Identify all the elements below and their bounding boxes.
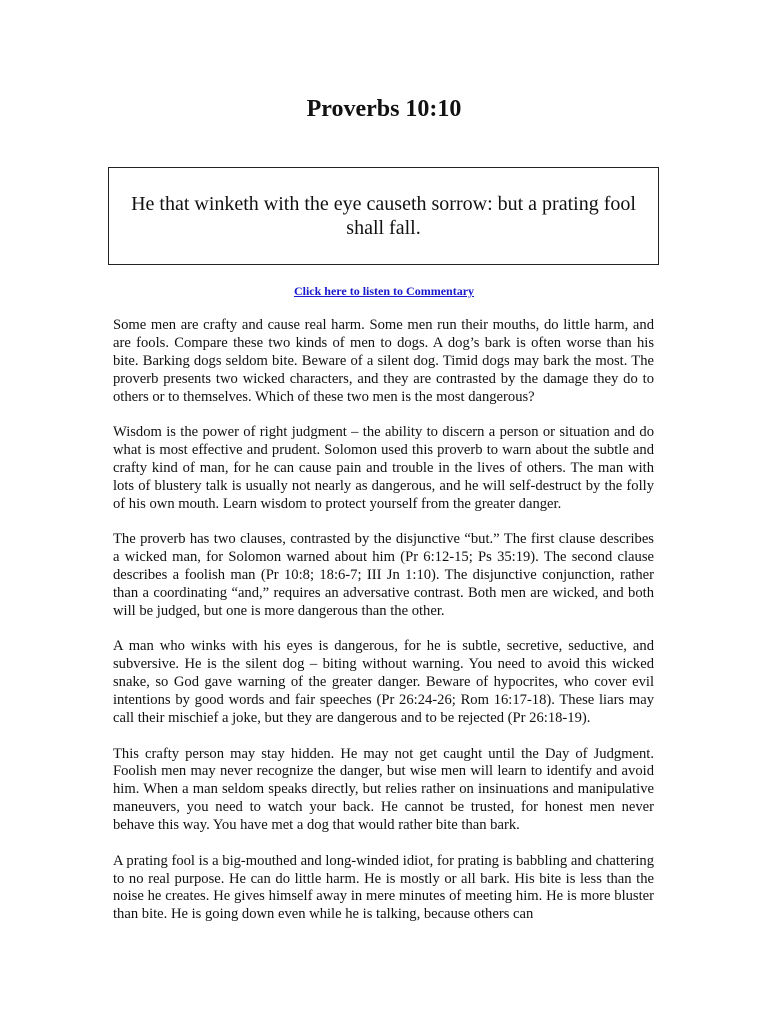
commentary-body: [113, 317, 654, 942]
paragraph-1: Some men are crafty and cause real harm. Some men run their mouths, do little harm, and are fools. Compare these two kinds of men to dogs. A dog’s bark is often worse than his bite. Barking dogs seldom bite. Beware of a silent dog. Timid dogs may bark the most. The proverb presents two wicked characters, and they are contrasted by the damage they do to others or to themselves. Which of these two men is the most dangerous?: [113, 317, 654, 405]
paragraph-3: The proverb has two clauses, contrasted by the disjunctive “but.” The first clause describes a wicked man, for Solomon warned about him (Pr 6:12-15; Ps 35:19). The second clause describes a foolish man (Pr 10:8; 18:6-7; III Jn 1:10). The disjunctive conjunction, rather than a coordinating “and,” requires an adversative contrast. Both men are wicked, and both will be judged, but one is more dangerous than the other.: [113, 531, 654, 619]
verse-text: He that winketh with the eye causeth sorrow: but a prating fool shall fall.: [131, 193, 636, 239]
verse-box: [108, 167, 659, 265]
paragraph-6: A prating fool is a big-mouthed and long-winded idiot, for prating is babbling and chattering to no real purpose. He can do little harm. He is mostly or all bark. His bite is less than the noise he creates. He gives himself away in mere minutes of meeting him. He is more bluster than bite. He is going down even while he is talking, because others can: [113, 852, 654, 923]
paragraph-2: Wisdom is the power of right judgment – the ability to discern a person or situation and do what is most effective and prudent. Solomon used this proverb to warn about the subtle and crafty kind of man, for he can cause pain and trouble in the lives of others. The man with lots of blustery talk is usually not nearly as dangerous, and he will self-destruct by the folly of his own mouth. Learn wisdom to protect yourself from the greater danger.: [113, 424, 654, 512]
page-title: Proverbs 10:10: [306, 96, 462, 122]
listen-commentary-link[interactable]: Click here to listen to Commentary: [293, 284, 475, 298]
paragraph-5: This crafty person may stay hidden. He may not get caught until the Day of Judgment. Foolish men may never recognize the danger, but wise men will learn to identify and avoid him. When a man seldom speaks directly, but relies rather on insinuations and manipulative maneuvers, you need to watch your back. He cannot be trusted, for honest men never behave this way. You have met a dog that would rather bite than bark.: [113, 745, 654, 834]
paragraph-4: A man who winks with his eyes is dangerous, for he is subtle, secretive, seductive, and subversive. He is the silent dog – biting without warning. You need to avoid this wicked snake, so God gave warning of the greater danger. Beware of hypocrites, who cover evil intentions by good words and fair speeches (Pr 26:24-26; Rom 16:17-18). These liars may call their mischief a joke, but they are dangerous and to be rejected (Pr 26:18-19).: [113, 638, 654, 726]
commentary-link-container: [0, 283, 768, 299]
